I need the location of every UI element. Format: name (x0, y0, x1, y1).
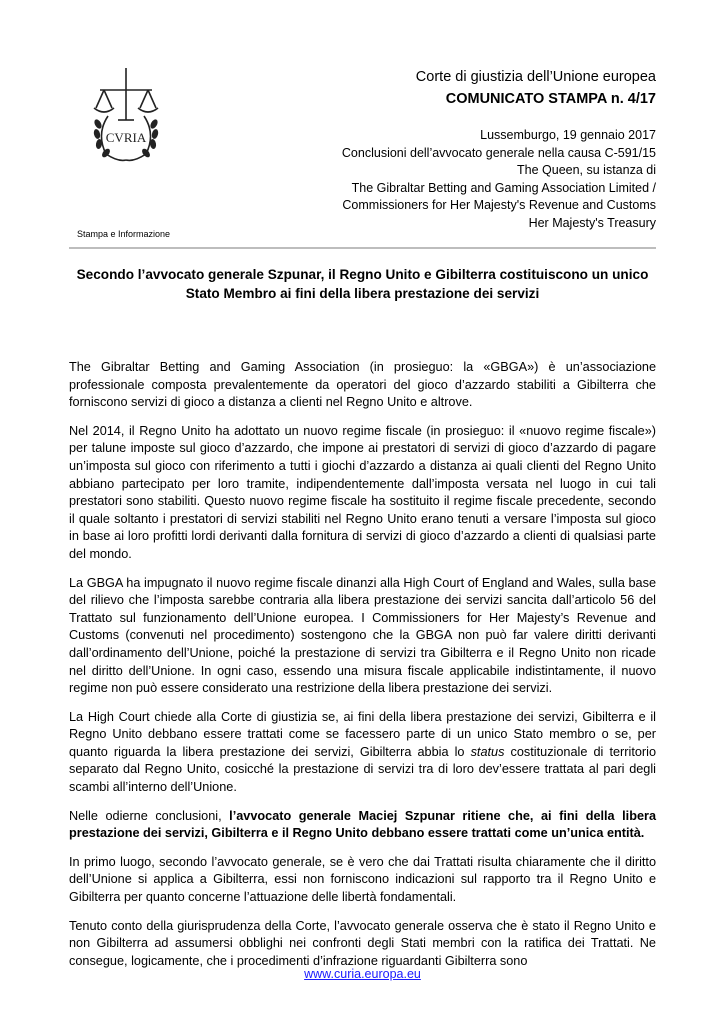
release-meta (342, 127, 656, 233)
party-line: Her Majesty's Treasury (528, 215, 656, 230)
press-release-number: COMUNICATO STAMPA n. 4/17 (445, 91, 656, 107)
paragraph-text: La High Court chiede alla Corte di giustizia se, ai fini della libera prestazione dei servizi, Gibilterra e il Regno Unito debbano essere trattati come se facessero parte di un unico Stato membro o se, per quanto riguarda la libera prestazione dei servizi, Gibilterra abbia lo (69, 709, 656, 759)
paragraph (69, 709, 656, 797)
italic-term: status (470, 744, 505, 759)
party-line: Commissioners for Her Majesty's Revenue and Customs (342, 198, 656, 213)
place-date: Lussemburgo, 19 gennaio 2017 (480, 128, 656, 142)
scales-of-justice-icon (84, 64, 168, 164)
footer (0, 966, 725, 982)
curia-website-link[interactable]: www.curia.europa.eu (304, 967, 421, 981)
header (416, 67, 656, 109)
party-line: The Gibraltar Betting and Gaming Association Limited / (351, 180, 656, 195)
court-name: Corte di giustizia dell’Unione europea (415, 69, 656, 85)
paragraph-text: costituzionale di territorio separato dal Regno Unito, cosicché la prestazione di servizi tra di loro dev’essere trattata al pari degli scambi all’interno dell’Unione. (69, 744, 656, 795)
paragraph: Nel 2014, il Regno Unito ha adottato un nuovo regime fiscale (in prosieguo: il «nuovo regime fiscale») per talune imposte sul gioco d’azzardo, che impone ai prestatori di servizi di gioco d’azzardo di pagare un’imposta sul gioco con riferimento a tutti i giochi d’azzardo a distanza ai quali clienti del Regno Unito abbiano partecipato per loro tramite, indipendentemente dall’imposta versata nel luogo in cui tali prestatori sono stabiliti. Questo nuovo regime fiscale ha sostituito il regime fiscale precedente, secondo il quale soltanto i prestatori di servizi stabiliti nel Regno Unito erano tenuti a versare l’imposta sul gioco in base ai loro profitti lordi derivanti dalla fornitura di servizi di gioco d’azzardo a clienti di qualsiasi parte del mondo. (69, 423, 656, 561)
logo-text: CVRIA (105, 130, 147, 145)
case-reference: Conclusioni dell’avvocato generale nella causa C-591/15 (341, 145, 656, 160)
paragraph-text: Nelle odierne conclusioni, (69, 808, 230, 823)
headline: Secondo l’avvocato generale Szpunar, il Regno Unito e Gibilterra costituiscono un unico Stato Membro ai fini della libera prestazione dei servizi (76, 267, 649, 301)
department-label: Stampa e Informazione (77, 229, 171, 239)
paragraph: Tenuto conto della giurisprudenza della Corte, l’avvocato generale osserva che è stato il Regno Unito e non Gibilterra ad assumersi obblighi nei confronti degli Stati membri con la ratifica dei Trattati. Ne consegue, logicamente, che i procedimenti d’infrazione riguardanti Gibilterra sono (69, 918, 656, 968)
party-line: The Queen, su istanza di (517, 163, 656, 178)
paragraph: La GBGA ha impugnato il nuovo regime fiscale dinanzi alla High Court of England and Wales, sulla base del rilievo che l’imposta sarebbe contraria alla libera prestazione dei servizi sancita dall’articolo 56 del Trattato sul funzionamento dell’Unione europea. I Commissioners for Her Majesty’s Revenue and Customs (convenuti nel procedimento) sostengono che la GBGA non può far valere diritti derivanti dall’ordinamento dell’Unione, poiché la prestazione di servizi tra Gibilterra e il Regno Unito non ricade nel diritto dell’Unione. In ogni caso, essendo una misura fiscale applicabile indistintamente, il nuovo regime non può essere considerato una restrizione della libera prestazione dei servizi. (69, 575, 656, 696)
paragraph: The Gibraltar Betting and Gaming Association (in prosieguo: la «GBGA») è un’associazione professionale composta prevalentemente da operatori del gioco d’azzardo stabiliti a Gibilterra che forniscono servizi di gioco a distanza a clienti nel Regno Unito e altrove. (69, 360, 656, 410)
key-finding: l’avvocato generale Maciej Szpunar ritiene che, ai fini della libera prestazione dei servizi, Gibilterra e il Regno Unito debbano essere trattati come un’unica entità. (69, 808, 656, 841)
header-divider (69, 247, 656, 249)
paragraph (69, 808, 656, 843)
paragraph: In primo luogo, secondo l’avvocato generale, se è vero che dai Trattati risulta chiaramente che il diritto dell’Unione si applica a Gibilterra, essi non forniscono indicazioni sul rapporto tra il Regno Unito e Gibilterra per quanto concerne l’attuazione delle libertà fondamentali. (69, 854, 656, 905)
curia-logo (84, 64, 168, 164)
article-body (69, 359, 656, 981)
